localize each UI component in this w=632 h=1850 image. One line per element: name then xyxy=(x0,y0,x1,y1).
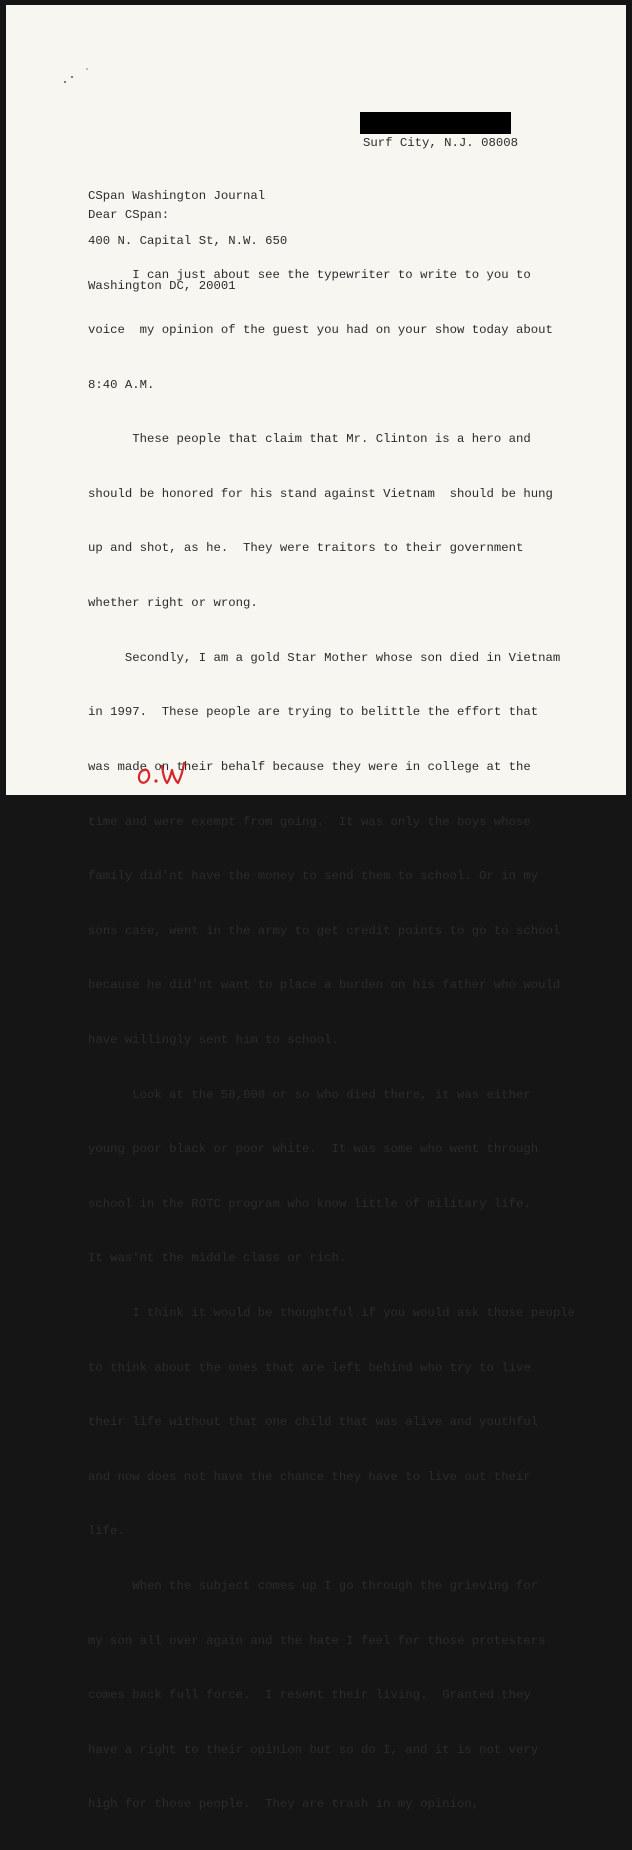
body-line: up and shot, as he. They were traitors to their government xyxy=(88,541,524,556)
salutation: Dear CSpan: xyxy=(88,208,170,222)
body-line: family did'nt have the money to send them to school. Or in my xyxy=(88,869,539,884)
sender-city-line: Surf City, N.J. 08008 xyxy=(363,136,518,150)
body-line: whether right or wrong. xyxy=(88,596,258,611)
body-line: comes back full force. I resent their living. Granted they xyxy=(88,1688,531,1703)
body-line: It was'nt the middle class or rich. xyxy=(88,1251,347,1266)
body-line: school in the ROTC program who know little of military life. xyxy=(88,1196,531,1211)
body-line: was made on their behalf because they were in college at the xyxy=(88,759,531,774)
body-line: in 1997. These people are trying to belittle the effort that xyxy=(88,705,539,720)
body-line: life. xyxy=(88,1524,125,1539)
body-line: high for those people. They are trash in my opinion, xyxy=(88,1797,480,1812)
body-line: I can just about see the typewriter to write to you to xyxy=(88,268,531,283)
body-line: my son all over again and the hate I feel for those protesters xyxy=(88,1633,546,1648)
annotation-letter-w xyxy=(162,763,184,783)
body-line: their life without that one child that was alive and youthful xyxy=(88,1415,539,1430)
handwritten-annotation xyxy=(132,757,196,791)
paper-specks xyxy=(61,67,91,87)
annotation-letter-o xyxy=(139,770,149,783)
body-line: have willingly sent him to school. xyxy=(88,1032,339,1047)
body-line: should be honored for his stand against Vietnam should be hung xyxy=(88,486,553,501)
redacted-name-block xyxy=(360,112,511,134)
body-line: These people that claim that Mr. Clinton is a hero and xyxy=(88,432,531,447)
body-line: Secondly, I am a gold Star Mother whose son died in Vietnam xyxy=(88,650,561,665)
body-line: When the subject comes up I go through the grieving for xyxy=(88,1579,539,1594)
body-line: to think about the ones that are left behind who try to live xyxy=(88,1360,531,1375)
body-line: Look at the 58,000 or so who died there, it was either xyxy=(88,1087,531,1102)
body-line: and now does not have the chance they have to live out their xyxy=(88,1469,531,1484)
body-line: 8:40 A.M. xyxy=(88,377,155,392)
body-line: because he did'nt want to place a burden on his father who would xyxy=(88,978,561,993)
letter-body xyxy=(88,230,575,1850)
recipient-line: CSpan Washington Journal xyxy=(88,189,266,203)
recipient-line: 400 N. Capital St, N.W. 650 xyxy=(88,234,288,248)
recipient-line: Washington DC, 20001 xyxy=(88,279,236,293)
body-line: sons case, went in the army to get credit points to go to school xyxy=(88,923,561,938)
letter-page xyxy=(6,5,626,1812)
body-line: young poor black or poor white. It was some who went through xyxy=(88,1142,539,1157)
body-line: have a right to their opinion but so do I, and it is not very xyxy=(88,1742,539,1757)
body-line: I think it would be thoughtful if you would ask those people xyxy=(88,1305,576,1320)
body-line: time and were exempt from going. It was only the boys whose xyxy=(88,814,531,829)
body-line: voice my opinion of the guest you had on your show today about xyxy=(88,323,553,338)
annotation-dot xyxy=(154,779,157,782)
